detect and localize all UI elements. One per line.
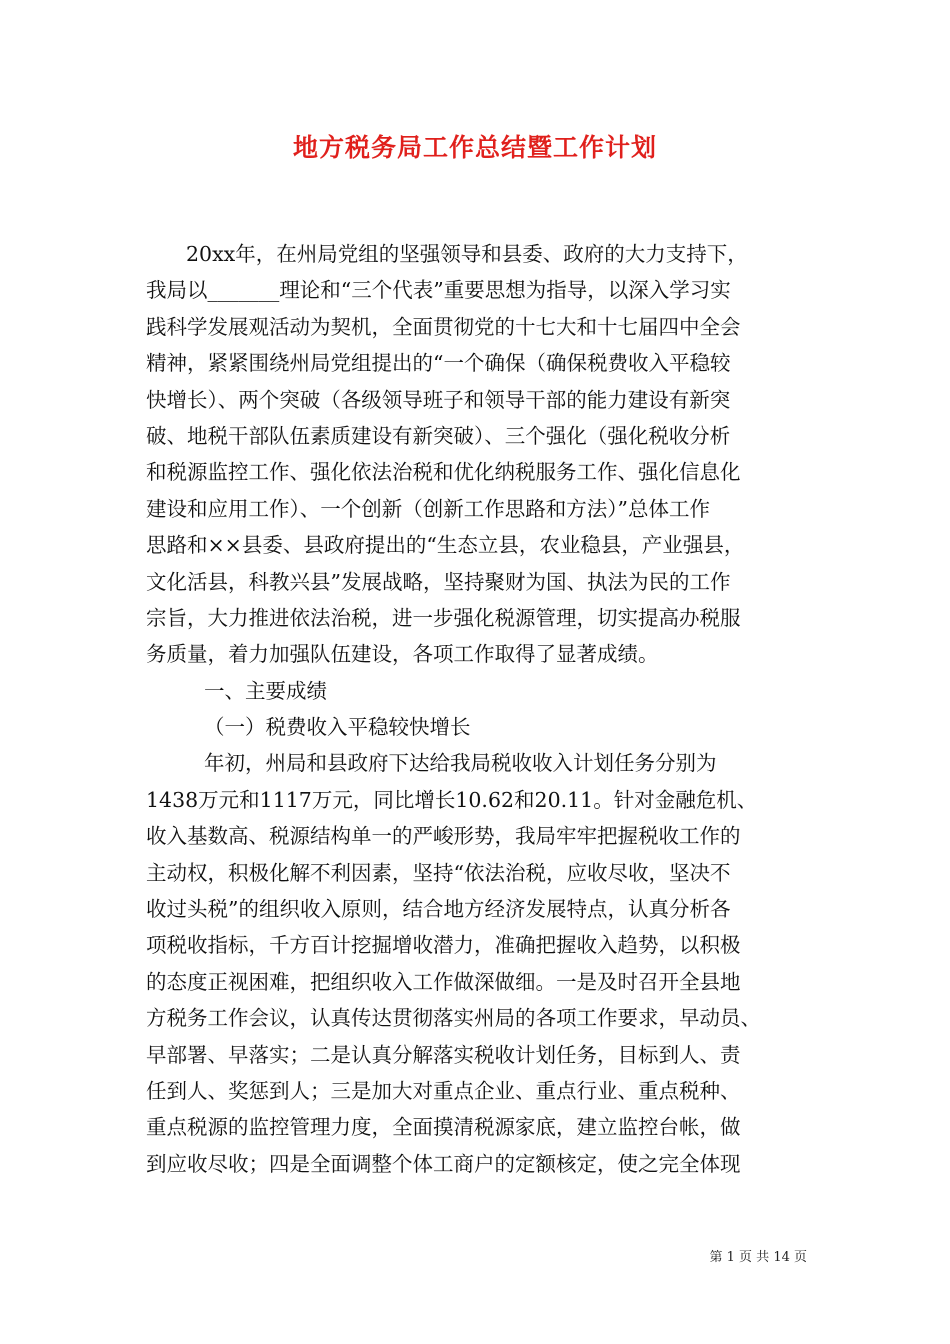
paragraph-line: 践科学发展观活动为契机，全面贯彻党的十七大和十七届四中全会 xyxy=(146,314,741,339)
paragraph-line: 重点税源的监控管理力度，全面摸清税源家底，建立监控台帐，做 xyxy=(146,1115,741,1140)
paragraph-line: 思路和××县委、县政府提出的“生态立县，农业稳县，产业强县， xyxy=(146,533,745,558)
paragraph-line: 早部署、早落实；二是认真分解落实税收计划任务，目标到人、责 xyxy=(146,1042,741,1067)
paragraph-line: 项税收指标，千方百计挖掘增收潜力，准确把握收入趋势，以积极 xyxy=(146,933,741,958)
paragraph-line: 收过头税”的组织收入原则，结合地方经济发展特点，认真分析各 xyxy=(146,897,731,922)
paragraph-line: 务质量，着力加强队伍建设，各项工作取得了显著成绩。 xyxy=(146,642,659,667)
paragraph-line: 主动权，积极化解不利因素，坚持“依法治税，应收尽收，坚决不 xyxy=(146,860,731,885)
paragraph-line: 建设和应用工作）、一个创新（创新工作思路和方法）”总体工作 xyxy=(146,496,710,521)
paragraph-line: 破、地税干部队伍素质建设有新突破）、三个强化（强化税收分析 xyxy=(146,423,731,448)
paragraph-line: 一、主要成绩 xyxy=(204,678,327,703)
paragraph-line: 精神，紧紧围绕州局党组提出的“一个确保（确保税费收入平稳较 xyxy=(146,351,731,376)
paragraph-line: 方税务工作会议，认真传达贯彻落实州局的各项工作要求，早动员、 xyxy=(146,1006,761,1031)
paragraph-line: 我局以_______理论和“三个代表”重要思想为指导，以深入学习实 xyxy=(146,278,731,303)
paragraph-line: （一）税费收入平稳较快增长 xyxy=(204,715,471,740)
paragraph-line: 1438万元和1117万元，同比增长10.62和20.11。针对金融危机、 xyxy=(146,787,758,812)
paragraph-line: 20xx年，在州局党组的坚强领导和县委、政府的大力支持下， xyxy=(186,242,748,266)
paragraph-line: 任到人、奖惩到人；三是加大对重点企业、重点行业、重点税种、 xyxy=(146,1078,741,1103)
paragraph-line: 的态度正视困难，把组织收入工作做深做细。一是及时召开全县地 xyxy=(146,969,741,994)
paragraph-line: 年初，州局和县政府下达给我局税收收入计划任务分别为 xyxy=(204,751,717,776)
paragraph-line: 收入基数高、税源结构单一的严峻形势，我局牢牢把握税收工作的 xyxy=(146,824,741,849)
document-body xyxy=(146,236,816,1182)
paragraph-line: 到应收尽收；四是全面调整个体工商户的定额核定，使之完全体现 xyxy=(146,1151,741,1176)
paragraph-line: 和税源监控工作、强化依法治税和优化纳税服务工作、强化信息化 xyxy=(146,460,741,485)
document-title: 地方税务局工作总结暨工作计划 xyxy=(292,133,657,162)
page-footer: 第 1 页 共 14 页 xyxy=(709,1250,807,1265)
paragraph-line: 宗旨，大力推进依法治税，进一步强化税源管理，切实提高办税服 xyxy=(146,605,741,630)
paragraph-line: 快增长）、两个突破（各级领导班子和领导干部的能力建设有新突 xyxy=(146,387,731,412)
paragraph-line: 文化活县，科教兴县”发展战略，坚持聚财为国、执法为民的工作 xyxy=(146,569,731,594)
